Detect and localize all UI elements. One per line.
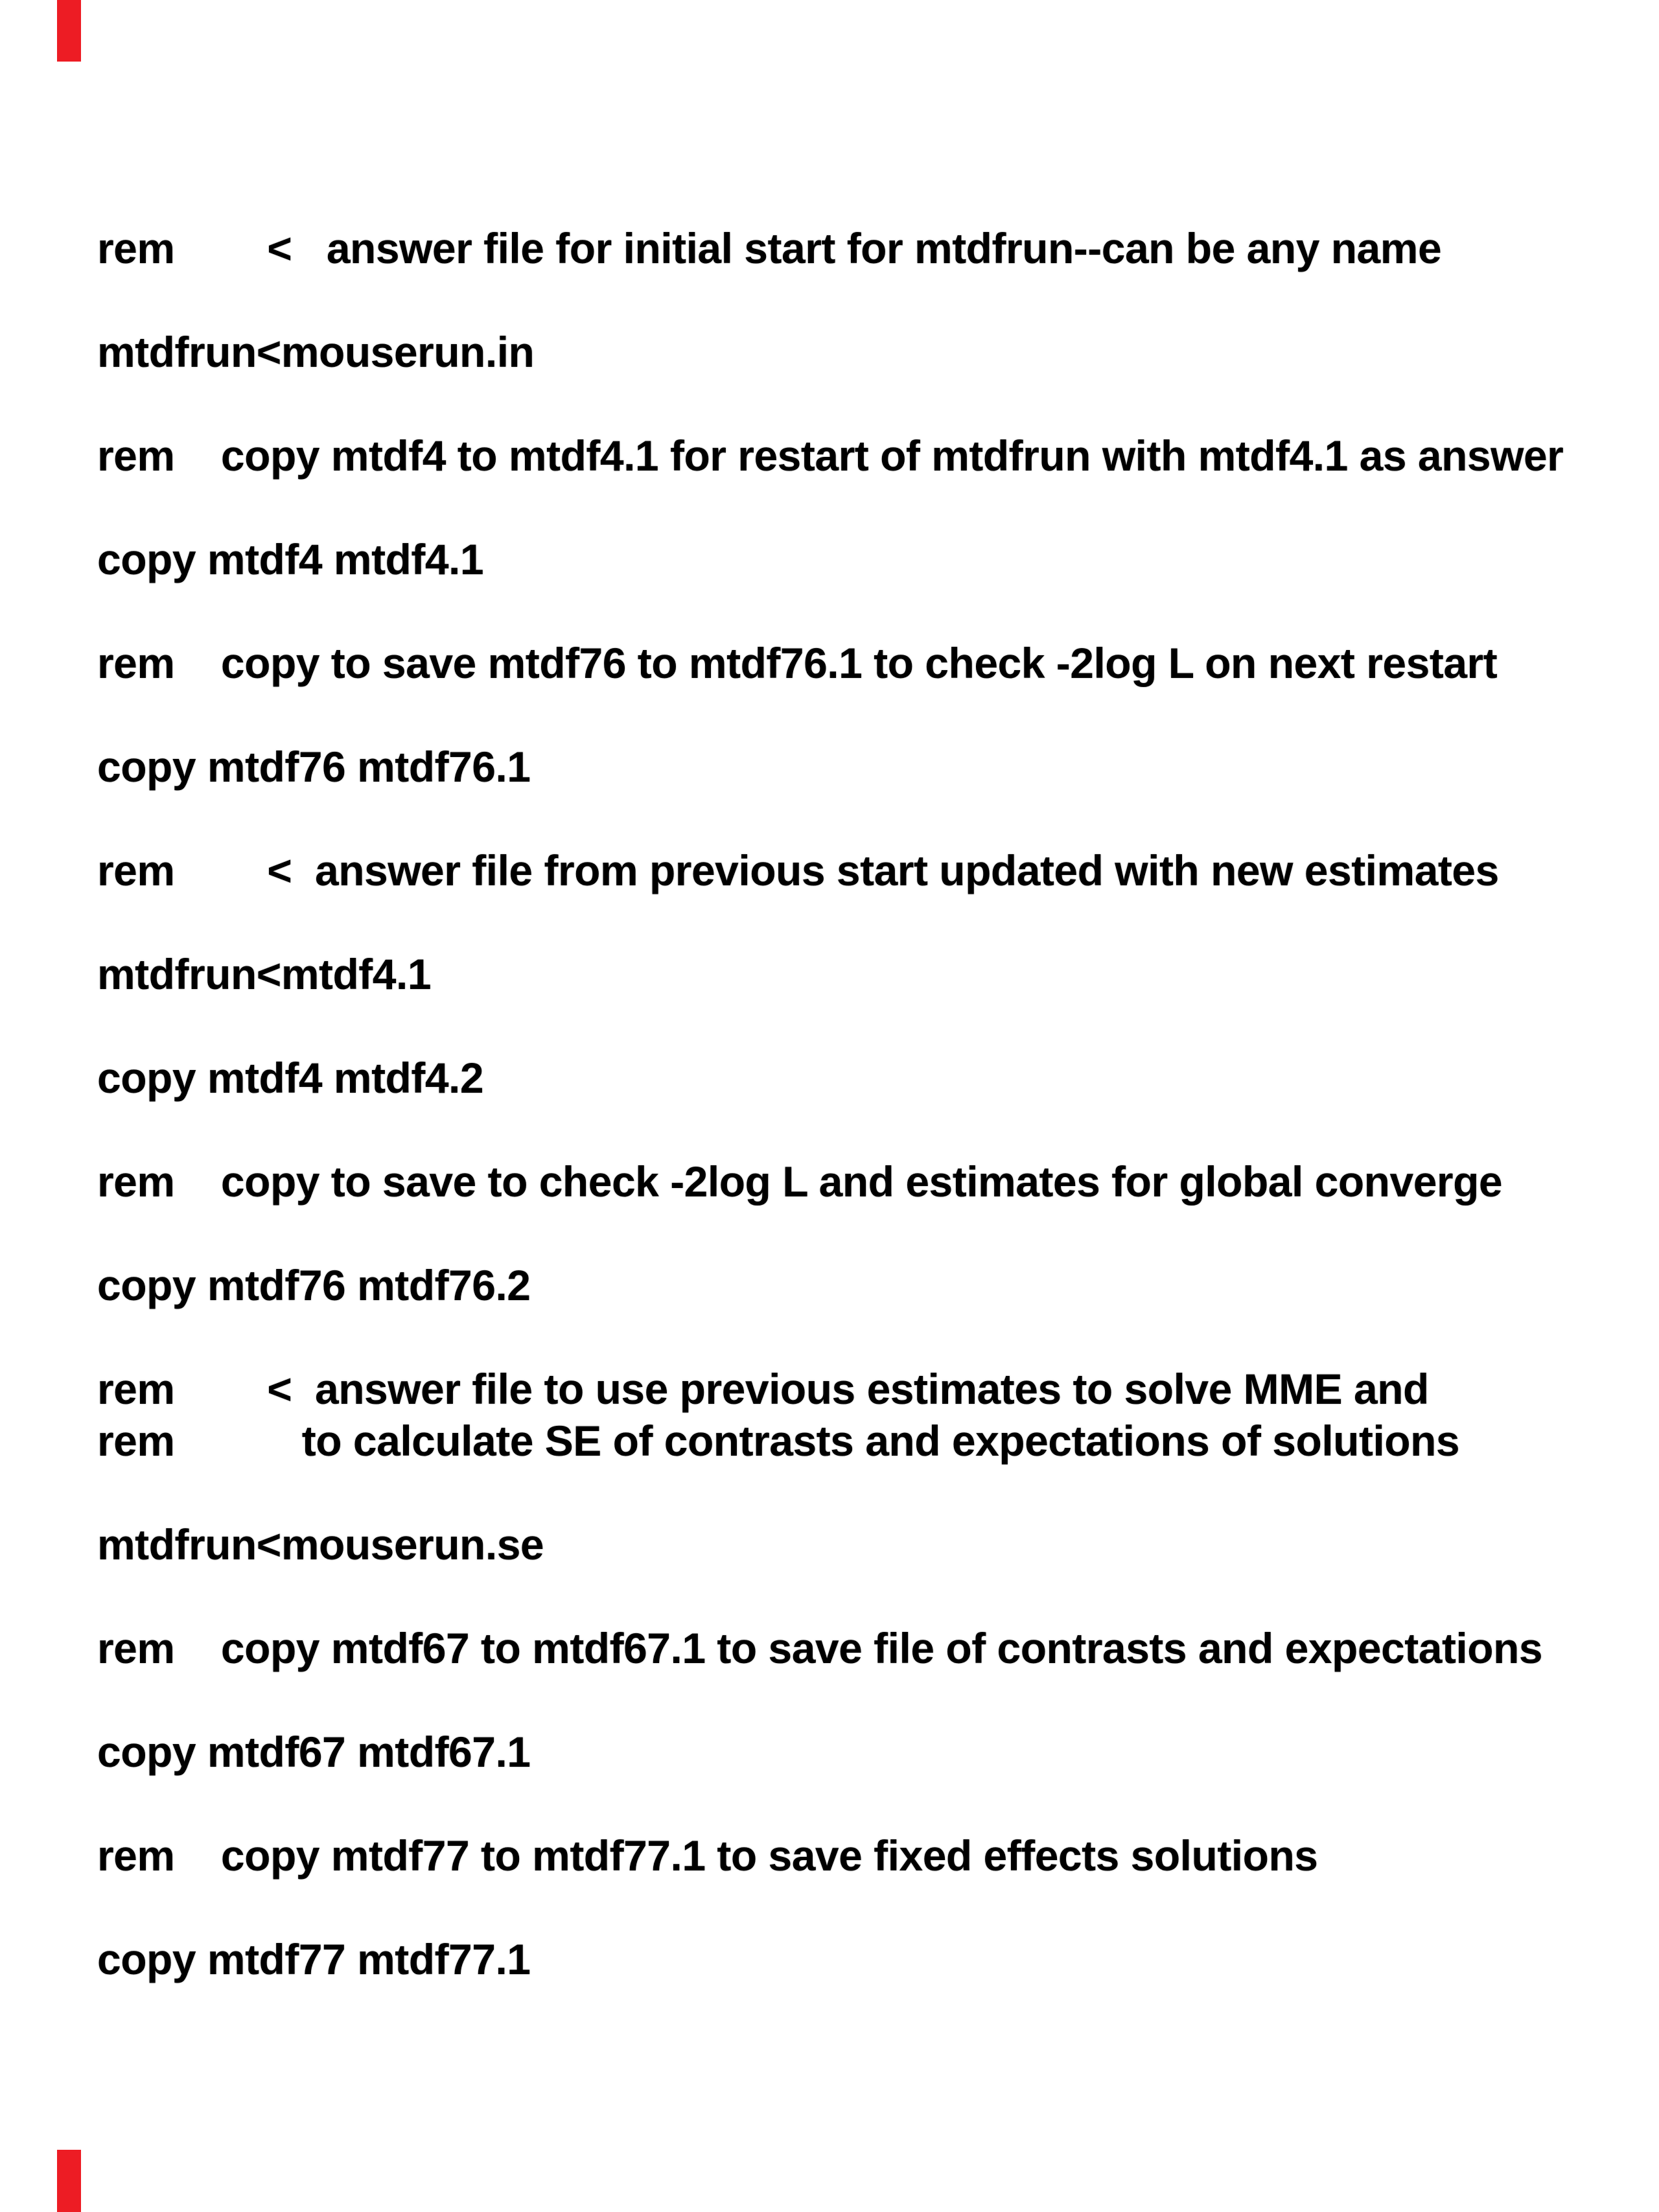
- script-blank-line: [97, 1778, 1653, 1830]
- script-line: rem < answer file for initial start for mtdfrun--can be any name: [97, 224, 1442, 272]
- script-blank-line: [97, 1467, 1653, 1519]
- script-line: rem copy mtdf77 to mtdf77.1 to save fixed effects solutions: [97, 1832, 1318, 1880]
- script-blank-line: [97, 585, 1653, 637]
- script-line: copy mtdf76 mtdf76.2: [97, 1261, 531, 1309]
- script-line: mtdfrun<mouserun.in: [97, 328, 535, 376]
- script-blank-line: [97, 274, 1653, 326]
- red-margin-mark-top: [57, 0, 81, 62]
- script-line: rem copy to save mtdf76 to mtdf76.1 to check -2log L on next restart: [97, 639, 1498, 687]
- script-line: copy mtdf77 mtdf77.1: [97, 1935, 531, 1983]
- script-line: copy mtdf67 mtdf67.1: [97, 1728, 531, 1776]
- script-blank-line: [97, 1000, 1653, 1052]
- script-line: mtdfrun<mouserun.se: [97, 1520, 544, 1568]
- script-line: copy mtdf4 mtdf4.1: [97, 535, 484, 583]
- script-blank-line: [97, 482, 1653, 533]
- script-blank-line: [97, 1881, 1653, 1933]
- script-blank-line: [97, 1207, 1653, 1259]
- batch-script-listing: [97, 222, 1653, 1985]
- script-blank-line: [97, 378, 1653, 430]
- script-line: mtdfrun<mtdf4.1: [97, 950, 432, 998]
- script-line: rem copy mtdf67 to mtdf67.1 to save file of contrasts and expectations: [97, 1624, 1543, 1672]
- script-blank-line: [97, 793, 1653, 844]
- script-blank-line: [97, 1570, 1653, 1622]
- script-line: rem to calculate SE of contrasts and expectations of solutions: [97, 1417, 1460, 1465]
- script-line: copy mtdf4 mtdf4.2: [97, 1054, 484, 1102]
- script-blank-line: [97, 689, 1653, 741]
- script-blank-line: [97, 1674, 1653, 1726]
- script-line: rem < answer file to use previous estimates to solve MME and: [97, 1365, 1429, 1413]
- script-blank-line: [97, 896, 1653, 948]
- script-blank-line: [97, 1104, 1653, 1156]
- red-margin-mark-bottom: [57, 2150, 81, 2212]
- script-line: rem copy mtdf4 to mtdf4.1 for restart of mtdfrun with mtdf4.1 as answer: [97, 432, 1564, 480]
- script-blank-line: [97, 1311, 1653, 1363]
- script-line: rem < answer file from previous start updated with new estimates: [97, 846, 1499, 894]
- script-line: copy mtdf76 mtdf76.1: [97, 743, 531, 791]
- script-line: rem copy to save to check -2log L and estimates for global converge: [97, 1158, 1503, 1205]
